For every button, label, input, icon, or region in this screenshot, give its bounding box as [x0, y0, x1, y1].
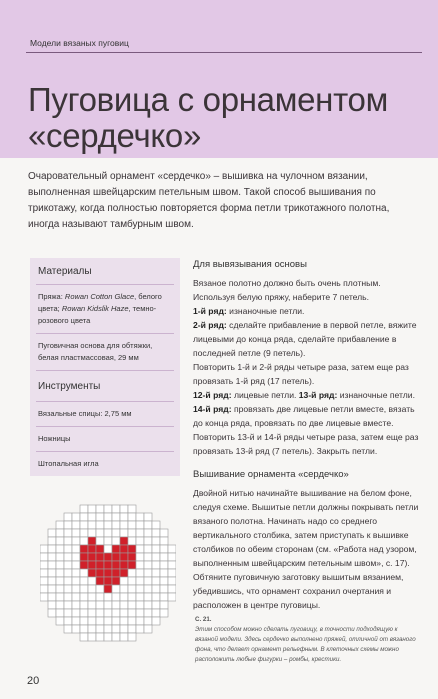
- grid-cell: [104, 609, 112, 617]
- grid-cell: [48, 577, 56, 585]
- grid-cell: [104, 625, 112, 633]
- heart-stitch-cell: [112, 561, 120, 569]
- row-14-instruction: [193, 402, 421, 458]
- materials-title: Материалы: [38, 266, 92, 277]
- heart-stitch-cell: [88, 569, 96, 577]
- tools-title: Инструменты: [38, 381, 101, 392]
- heart-stitch-cell: [120, 561, 128, 569]
- grid-cell: [112, 625, 120, 633]
- grid-cell: [48, 593, 56, 601]
- grid-cell: [88, 585, 96, 593]
- grid-cell: [48, 609, 56, 617]
- grid-cell: [80, 633, 88, 641]
- grid-cell: [96, 585, 104, 593]
- grid-cell: [120, 593, 128, 601]
- grid-cell: [88, 577, 96, 585]
- grid-cell: [136, 617, 144, 625]
- heart-stitch-cell: [120, 569, 128, 577]
- grid-cell: [144, 545, 152, 553]
- grid-cell: [136, 537, 144, 545]
- grid-cell: [160, 569, 168, 577]
- heart-stitch-cell: [96, 577, 104, 585]
- grid-cell: [152, 553, 160, 561]
- running-head: Модели вязаных пуговиц: [30, 38, 129, 48]
- grid-cell: [56, 585, 64, 593]
- grid-cell: [64, 513, 72, 521]
- grid-cell: [144, 625, 152, 633]
- grid-cell: [88, 521, 96, 529]
- grid-cell: [104, 545, 112, 553]
- grid-cell: [56, 593, 64, 601]
- grid-cell: [48, 529, 56, 537]
- grid-cell: [40, 553, 48, 561]
- grid-cell: [136, 521, 144, 529]
- grid-cell: [80, 569, 88, 577]
- grid-cell: [64, 537, 72, 545]
- grid-cell: [72, 513, 80, 521]
- grid-cell: [136, 553, 144, 561]
- heart-stitch-cell: [88, 553, 96, 561]
- grid-cell: [48, 537, 56, 545]
- grid-cell: [128, 617, 136, 625]
- title-line-1: Пуговица с орнаментом: [28, 81, 388, 118]
- heart-stitch-cell: [96, 569, 104, 577]
- grid-cell: [168, 569, 176, 577]
- grid-cell: [80, 625, 88, 633]
- instructions-column: [193, 258, 421, 612]
- grid-cell: [40, 585, 48, 593]
- grid-cell: [112, 505, 120, 513]
- grid-cell: [96, 601, 104, 609]
- grid-cell: [96, 593, 104, 601]
- grid-cell: [48, 601, 56, 609]
- grid-cell: [160, 585, 168, 593]
- grid-cell: [112, 633, 120, 641]
- grid-cell: [136, 609, 144, 617]
- grid-cell: [48, 561, 56, 569]
- grid-cell: [56, 537, 64, 545]
- intro-paragraph: Очаровательный орнамент «сердечко» – вышивка на чулочном вязании, выполненная швейцарским петельным швом. Такой способ вышивания по трикотажу, когда полностью повторяется форма петли трикотажного полотна, иногда называют тамбурным швом.: [28, 171, 390, 230]
- grid-cell: [136, 585, 144, 593]
- heart-stitch-cell: [96, 545, 104, 553]
- grid-cell: [80, 521, 88, 529]
- grid-cell: [152, 537, 160, 545]
- grid-cell: [160, 609, 168, 617]
- heart-stitch-cell: [128, 545, 136, 553]
- grid-cell: [48, 585, 56, 593]
- grid-cell: [144, 521, 152, 529]
- grid-cell: [72, 617, 80, 625]
- grid-cell: [104, 521, 112, 529]
- grid-cell: [88, 513, 96, 521]
- grid-cell: [152, 561, 160, 569]
- grid-cell: [128, 537, 136, 545]
- grid-cell: [104, 537, 112, 545]
- rows-12-13-instruction: [193, 388, 421, 402]
- grid-cell: [112, 513, 120, 521]
- grid-cell: [152, 609, 160, 617]
- grid-cell: [104, 617, 112, 625]
- grid-cell: [56, 553, 64, 561]
- heart-stitch-cell: [128, 553, 136, 561]
- grid-cell: [160, 561, 168, 569]
- grid-cell: [112, 521, 120, 529]
- grid-cell: [160, 553, 168, 561]
- grid-cell: [128, 505, 136, 513]
- grid-cell: [80, 601, 88, 609]
- grid-cell: [96, 529, 104, 537]
- grid-cell: [128, 609, 136, 617]
- grid-cell: [120, 633, 128, 641]
- grid-cell: [88, 609, 96, 617]
- grid-cell: [160, 529, 168, 537]
- grid-cell: [40, 561, 48, 569]
- row-1-text: изнаночные петли.: [226, 306, 305, 316]
- grid-cell: [168, 593, 176, 601]
- heart-stitch-cell: [80, 561, 88, 569]
- grid-cell: [48, 545, 56, 553]
- grid-cell: [64, 545, 72, 553]
- grid-cell: [96, 505, 104, 513]
- grid-cell: [80, 617, 88, 625]
- grid-cell: [152, 601, 160, 609]
- grid-cell: [128, 577, 136, 585]
- grid-cell: [136, 569, 144, 577]
- heart-stitch-cell: [88, 537, 96, 545]
- knitting-heading: Для вывязывания основы: [193, 259, 307, 270]
- heart-stitch-cell: [88, 561, 96, 569]
- darning-needle-row: Штопальная игла: [38, 459, 99, 468]
- yarn-prefix: Пряжа:: [38, 292, 65, 301]
- grid-cell: [72, 609, 80, 617]
- grid-cell: [64, 569, 72, 577]
- grid-cell: [144, 513, 152, 521]
- grid-cell: [160, 601, 168, 609]
- heart-stitch-cell: [120, 545, 128, 553]
- row-1-label: 1-й ряд:: [193, 306, 227, 316]
- grid-cell: [40, 577, 48, 585]
- grid-cell: [144, 585, 152, 593]
- grid-cell: [112, 609, 120, 617]
- row-14-label: 14-й ряд:: [193, 404, 232, 414]
- grid-cell: [112, 617, 120, 625]
- grid-cell: [72, 593, 80, 601]
- materials-panel: [30, 258, 180, 476]
- needles-row: Вязальные спицы: 2,75 мм: [38, 409, 132, 418]
- yarn-suffix: , темно-розового цвета: [38, 304, 157, 325]
- grid-cell: [144, 553, 152, 561]
- heart-stitch-cell: [112, 545, 120, 553]
- grid-cell: [40, 593, 48, 601]
- yarn-name-2: Rowan Kidslik Haze: [61, 304, 129, 313]
- caption-text: Этим способом можно сделать пуговицу, в точности подходящую к вязаной модели. Здесь сердечко выполнено пряжей, отличной от вязаного фона, что делает орнамент рельефным. В клеточных схемы можно расположить любые фигурки – ромбы, крестики.: [195, 626, 416, 663]
- grid-cell: [120, 505, 128, 513]
- grid-cell: [128, 529, 136, 537]
- grid-cell: [152, 577, 160, 585]
- grid-cell: [96, 537, 104, 545]
- grid-cell: [80, 505, 88, 513]
- knitting-intro: Вязаное полотно должно быть очень плотным. Используя белую пряжу, наберите 7 петель.: [193, 278, 381, 302]
- grid-cell: [56, 609, 64, 617]
- grid-cell: [120, 513, 128, 521]
- grid-cell: [160, 537, 168, 545]
- grid-cell: [168, 561, 176, 569]
- grid-cell: [88, 633, 96, 641]
- embroidery-text: Двойной нитью начинайте вышивание на белом фоне, следуя схеме. Вышитые петли должны покрывать петли вязаного полотна. Начинать надо со среднего вертикального столбика, затем приступать к вышивке столбиков по обеим сторонам (см. «Работа над узором, выполненным швейцарским петельным швом», с. 17). Обтяните пуговичную заготовку вышитым вязанием, убедившись, что орнамент сохранил очертания и расположен в центре пуговицы.: [193, 488, 419, 610]
- grid-cell: [56, 577, 64, 585]
- grid-cell: [56, 545, 64, 553]
- grid-cell: [136, 577, 144, 585]
- grid-cell: [112, 529, 120, 537]
- grid-cell: [120, 585, 128, 593]
- grid-cell: [80, 513, 88, 521]
- grid-cell: [128, 601, 136, 609]
- heart-stitch-cell: [104, 561, 112, 569]
- row-14-text: провязать две лицевые петли вместе, вязать до конца ряда, провязать по две лицевые вместе. Повторить 13-й и 14-й ряды четыре раза, затем еще раз провязать 13-й ряд (7 петель). Закрыть петли.: [193, 404, 419, 456]
- grid-cell: [64, 625, 72, 633]
- grid-cell: [152, 529, 160, 537]
- grid-cell: [120, 617, 128, 625]
- grid-cell: [88, 529, 96, 537]
- grid-cell: [120, 577, 128, 585]
- grid-cell: [144, 617, 152, 625]
- row-12-text: лицевые петли.: [231, 390, 299, 400]
- yarn-mid: , белого цвета;: [38, 292, 162, 313]
- grid-cell: [80, 585, 88, 593]
- grid-cell: [152, 593, 160, 601]
- grid-cell: [120, 609, 128, 617]
- heart-stitch-cell: [128, 561, 136, 569]
- page-title: [28, 82, 418, 154]
- grid-cell: [72, 561, 80, 569]
- grid-cell: [144, 537, 152, 545]
- grid-cell: [136, 625, 144, 633]
- grid-cell: [48, 553, 56, 561]
- grid-cell: [120, 601, 128, 609]
- grid-cell: [64, 617, 72, 625]
- grid-cell: [136, 601, 144, 609]
- grid-cell: [64, 609, 72, 617]
- heart-stitch-cell: [120, 553, 128, 561]
- grid-cell: [120, 529, 128, 537]
- row-13-text: изнаночные петли.: [337, 390, 415, 400]
- grid-cell: [136, 561, 144, 569]
- grid-cell: [136, 513, 144, 521]
- grid-cell: [64, 553, 72, 561]
- grid-cell: [104, 505, 112, 513]
- grid-cell: [136, 545, 144, 553]
- title-line-2: «сердечко»: [28, 117, 202, 154]
- grid-cell: [96, 633, 104, 641]
- grid-cell: [168, 577, 176, 585]
- grid-cell: [128, 513, 136, 521]
- grid-cell: [128, 625, 136, 633]
- grid-cell: [104, 601, 112, 609]
- grid-cell: [64, 593, 72, 601]
- grid-cell: [144, 593, 152, 601]
- grid-cell: [128, 633, 136, 641]
- heart-stitch-cell: [112, 577, 120, 585]
- grid-cell: [168, 585, 176, 593]
- row-2-label: 2-й ряд:: [193, 320, 227, 330]
- grid-cell: [152, 545, 160, 553]
- grid-cell: [104, 633, 112, 641]
- grid-cell: [128, 521, 136, 529]
- grid-cell: [72, 569, 80, 577]
- grid-cell: [72, 553, 80, 561]
- grid-cell: [144, 609, 152, 617]
- grid-cell: [56, 601, 64, 609]
- grid-cell: [160, 545, 168, 553]
- grid-cell: [72, 529, 80, 537]
- grid-cell: [144, 577, 152, 585]
- grid-cell: [152, 521, 160, 529]
- grid-cell: [64, 561, 72, 569]
- grid-cell: [48, 569, 56, 577]
- grid-cell: [88, 601, 96, 609]
- grid-cell: [72, 521, 80, 529]
- grid-cell: [56, 617, 64, 625]
- caption-label: С. 21.: [195, 616, 212, 623]
- grid-cell: [136, 593, 144, 601]
- grid-cell: [72, 537, 80, 545]
- grid-cell: [168, 553, 176, 561]
- grid-cell: [144, 529, 152, 537]
- grid-cell: [128, 585, 136, 593]
- grid-cell: [120, 521, 128, 529]
- heart-stitch-cell: [104, 585, 112, 593]
- repeat-instruction: Повторить 1-й и 2-й ряды четыре раза, затем еще раз провязать 1-й ряд (17 петель).: [193, 362, 409, 386]
- grid-cell: [72, 625, 80, 633]
- scissors-row: Ножницы: [38, 434, 71, 443]
- grid-cell: [40, 545, 48, 553]
- grid-cell: [88, 505, 96, 513]
- figure-caption: [195, 615, 421, 665]
- heart-stitch-cell: [120, 537, 128, 545]
- heart-stitch-chart: [40, 500, 176, 646]
- grid-cell: [152, 569, 160, 577]
- grid-cell: [72, 585, 80, 593]
- grid-cell: [56, 561, 64, 569]
- grid-cell: [64, 585, 72, 593]
- yarn-row: [30, 285, 180, 333]
- heart-stitch-cell: [104, 553, 112, 561]
- grid-cell: [64, 601, 72, 609]
- heart-stitch-cell: [96, 553, 104, 561]
- grid-cell: [80, 537, 88, 545]
- row-13-label: 13-й ряд:: [298, 390, 338, 400]
- heart-stitch-cell: [112, 569, 120, 577]
- heart-stitch-cell: [80, 545, 88, 553]
- grid-cell: [72, 545, 80, 553]
- grid-cell: [72, 577, 80, 585]
- grid-cell: [120, 625, 128, 633]
- heart-stitch-cell: [96, 561, 104, 569]
- grid-cell: [112, 585, 120, 593]
- grid-cell: [144, 569, 152, 577]
- grid-cell: [56, 569, 64, 577]
- grid-cell: [104, 513, 112, 521]
- grid-cell: [96, 521, 104, 529]
- grid-cell: [40, 569, 48, 577]
- grid-cell: [56, 521, 64, 529]
- grid-cell: [160, 593, 168, 601]
- grid-cell: [128, 569, 136, 577]
- heart-stitch-cell: [112, 553, 120, 561]
- grid-cell: [96, 617, 104, 625]
- grid-cell: [96, 625, 104, 633]
- grid-cell: [104, 593, 112, 601]
- header-rule: [26, 52, 422, 53]
- grid-cell: [80, 609, 88, 617]
- heart-stitch-cell: [80, 553, 88, 561]
- grid-cell: [128, 593, 136, 601]
- grid-cell: [136, 529, 144, 537]
- grid-cell: [88, 625, 96, 633]
- grid-cell: [144, 601, 152, 609]
- heart-stitch-cell: [104, 577, 112, 585]
- grid-cell: [88, 617, 96, 625]
- grid-cell: [64, 521, 72, 529]
- grid-cell: [152, 617, 160, 625]
- grid-cell: [64, 529, 72, 537]
- grid-cell: [104, 529, 112, 537]
- row-2-text: сделайте прибавление в первой петле, вяжите лицевыми до конца ряда, сделайте прибавление в последней петле (9 петель).: [193, 320, 417, 358]
- grid-cell: [112, 537, 120, 545]
- grid-cell: [112, 601, 120, 609]
- grid-cell: [64, 577, 72, 585]
- row-2-instruction: [193, 318, 421, 360]
- page-number: 20: [27, 675, 40, 687]
- yarn-name-1: Rowan Cotton Glace: [64, 292, 135, 301]
- grid-cell: [144, 561, 152, 569]
- embroidery-heading: Вышивание орнамента «сердечко»: [193, 469, 349, 480]
- grid-cell: [96, 609, 104, 617]
- grid-cell: [112, 593, 120, 601]
- grid-cell: [72, 601, 80, 609]
- grid-cell: [152, 585, 160, 593]
- grid-cell: [56, 529, 64, 537]
- grid-cell: [80, 593, 88, 601]
- grid-cell: [80, 529, 88, 537]
- grid-cell: [96, 513, 104, 521]
- grid-cell: [160, 577, 168, 585]
- grid-cell: [168, 545, 176, 553]
- heart-stitch-cell: [104, 569, 112, 577]
- row-12-label: 12-й ряд:: [193, 390, 232, 400]
- row-1-instruction: [193, 304, 421, 318]
- button-base-row: Пуговичная основа для обтяжки, белая пластмассовая, 29 мм: [38, 341, 153, 362]
- heart-stitch-cell: [88, 545, 96, 553]
- grid-cell: [80, 577, 88, 585]
- grid-cell: [88, 593, 96, 601]
